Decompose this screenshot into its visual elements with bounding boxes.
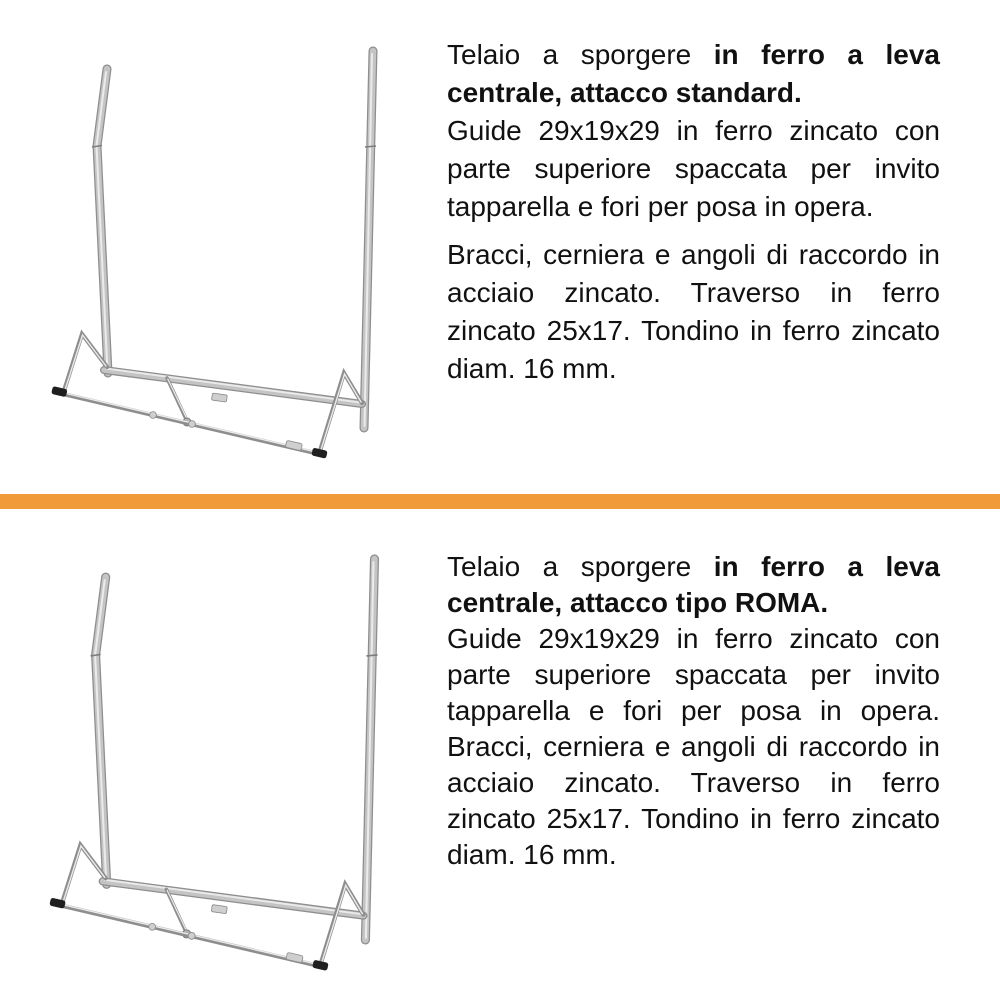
product-intro: Telaio a sporgere	[447, 551, 714, 582]
product-paragraph-guide: Guide 29x19x29 in ferro zincato con parte superiore spaccata per invito tapparella e fori per posa in opera.	[447, 115, 940, 222]
product-paragraph-full: Guide 29x19x29 in ferro zincato con parte superiore spaccata per invito tapparella e fori per posa in opera. Bracci, cerniera e angoli di raccordo in acciaio zincato. Traverso in ferro zincato 25x17. Tondino in ferro zincato diam. 16 mm.	[447, 623, 940, 870]
product-paragraph-bracci: Bracci, cerniera e angoli di raccordo in acciaio zincato. Traverso in ferro zincato 25x17. Tondino in ferro zincato diam. 16 mm.	[447, 239, 940, 384]
product-description-roma	[447, 549, 940, 873]
product-row-roma	[0, 509, 1000, 1000]
product-row-standard	[0, 0, 1000, 494]
orange-divider	[0, 494, 1000, 509]
product-title-line	[447, 36, 940, 112]
product-image-standard	[38, 6, 422, 484]
product-title-line	[447, 549, 940, 621]
product-title-bold: in ferro a leva centrale, attacco standard.	[447, 39, 940, 108]
product-description-standard	[447, 36, 940, 388]
telaio-frame-illustration	[38, 513, 422, 997]
product-title-bold: in ferro a leva centrale, attacco tipo ROMA.	[447, 551, 940, 618]
product-image-roma	[38, 513, 422, 997]
telaio-frame-illustration	[38, 6, 422, 484]
product-intro: Telaio a sporgere	[447, 39, 714, 70]
